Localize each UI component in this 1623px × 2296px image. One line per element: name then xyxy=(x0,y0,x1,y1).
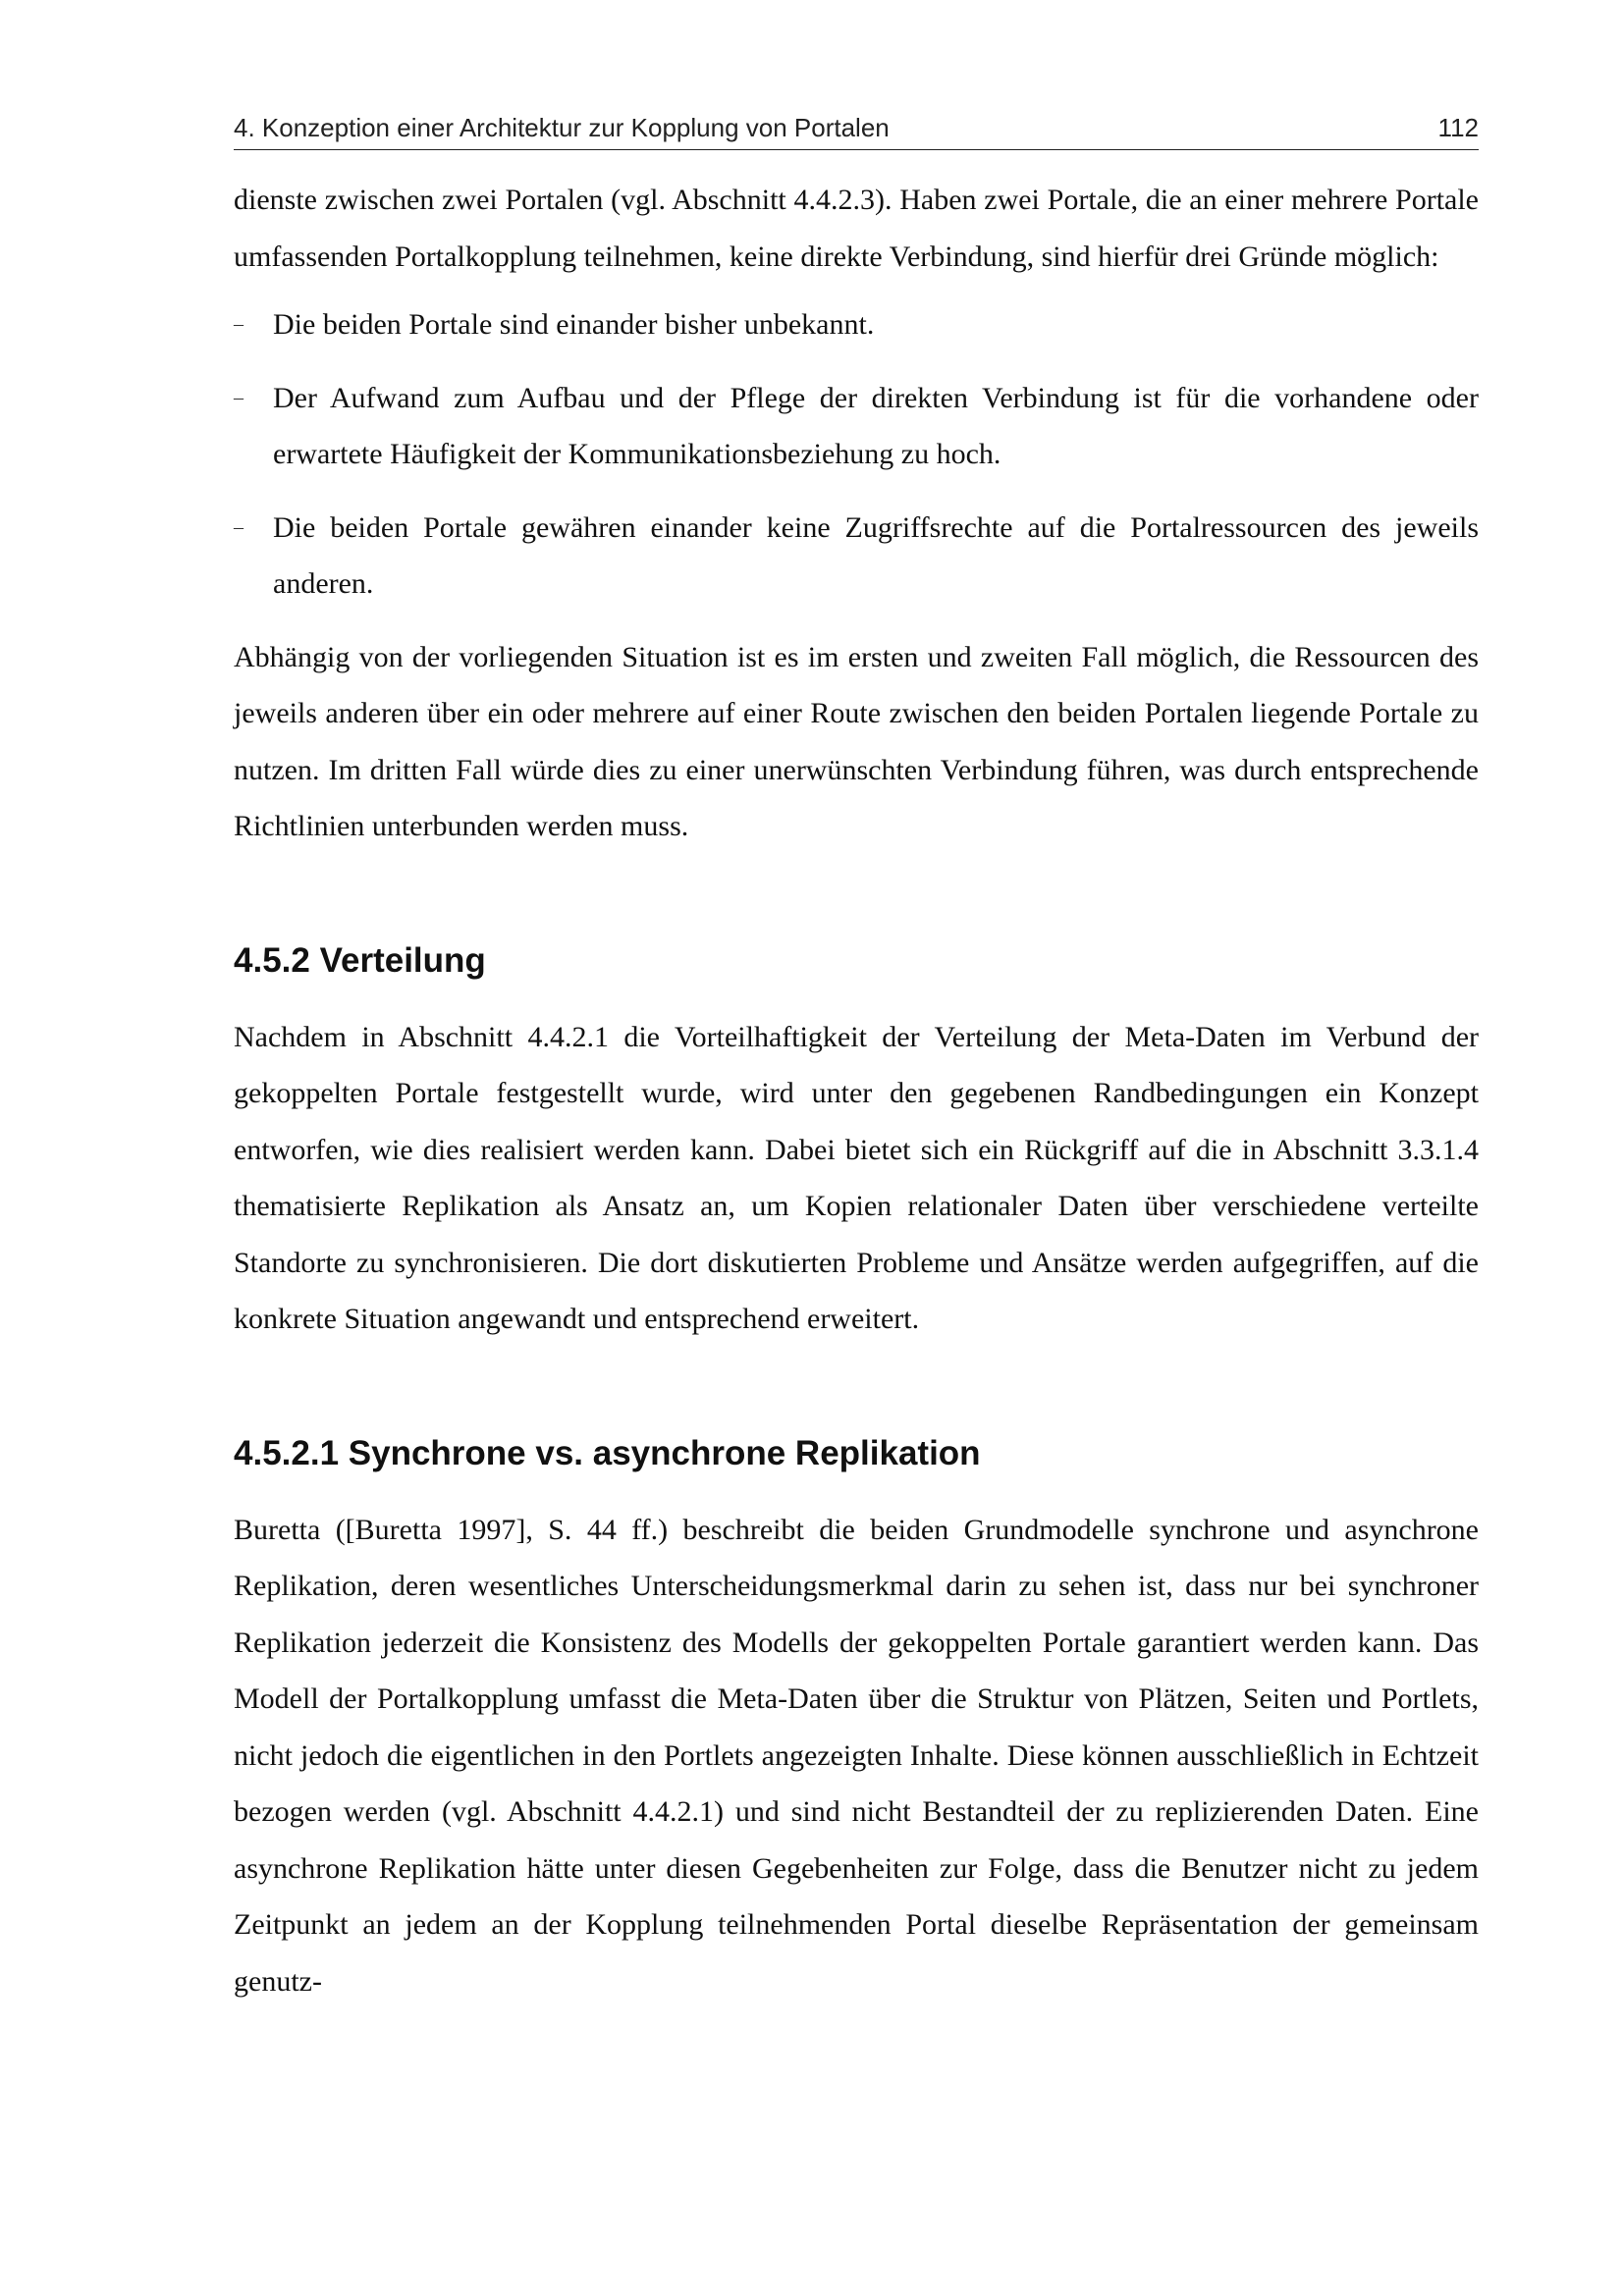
list-item-text: Die beiden Portale gewähren einander keine Zugriffsrechte auf die Portalressourcen des jeweils anderen. xyxy=(273,510,1479,600)
section-4-5-2-paragraph: Nachdem in Abschnitt 4.4.2.1 die Vorteilhaftigkeit der Verteilung der Meta-Daten im Verbund der gekoppelten Portale festgestellt wurde, wird unter den gegebenen Randbedingungen ein Konzept entworfen, wie dies realisiert werden kann. Dabei bietet sich ein Rückgriff auf die in Abschnitt 3.3.1.4 thematisierte Replikation als Ansatz an, um Kopien relationaler Daten über verschiedene verteilte Standorte zu synchronisieren. Die dort diskutierten Probleme und Ansätze werden aufgegriffen, auf die konkrete Situation angewandt und entsprechend erweitert. xyxy=(234,1020,1479,1335)
list-item-text: Die beiden Portale sind einander bisher unbekannt. xyxy=(273,308,875,341)
list-item xyxy=(234,296,1479,353)
bullet-dash: – xyxy=(234,515,243,538)
list-item-text: Der Aufwand zum Aufbau und der Pflege der direkten Verbindung ist für die vorhandene oder erwartete Häufigkeit der Kommunikationsbeziehung zu hoch. xyxy=(273,381,1479,470)
paragraph-after-list: Abhängig von der vorliegenden Situation ist es im ersten und zweiten Fall möglich, die Ressourcen des jeweils anderen über ein oder mehrere auf einer Route zwischen den beiden Portalen liegende Portale zu nutzen. Im dritten Fall würde dies zu einer unerwünschten Verbindung führen, was durch entsprechende Richtlinien unterbunden werden muss. xyxy=(234,640,1479,842)
document-page xyxy=(234,108,1479,2009)
running-header xyxy=(234,108,1479,150)
bullet-dash: – xyxy=(234,313,243,335)
list-item xyxy=(234,500,1479,613)
section-4-5-2-1-paragraph: Buretta ([Buretta 1997], S. 44 ff.) beschreibt die beiden Grundmodelle synchrone und asynchrone Replikation, deren wesentliches Unterscheidungsmerkmal darin zu sehen ist, dass nur bei synchroner Replikation jederzeit die Konsistenz des Modells der gekoppelten Portale garantiert werden kann. Das Modell der Portalkopplung umfasst die Meta-Daten über die Struktur von Plätzen, Seiten und Portlets, nicht jedoch die eigentlichen in den Portlets angezeigten Inhalte. Diese können ausschließlich in Echtzeit bezogen werden (vgl. Abschnitt 4.4.2.1) und sind nicht Bestandteil der zu replizierenden Daten. Eine asynchrone Replikation hätte unter diesen Gegebenheiten zur Folge, dass die Benutzer nicht zu jedem Zeitpunkt an jedem an der Kopplung teilnehmenden Portal dieselbe Repräsentation der gemeinsam genutz- xyxy=(234,1513,1479,1998)
page-number: 112 xyxy=(1437,113,1479,142)
section-heading-4-5-2-1: 4.5.2.1 Synchrone vs. asynchrone Replikation xyxy=(234,1433,981,1472)
bullet-dash: – xyxy=(234,386,243,408)
reasons-list xyxy=(234,296,1479,613)
intro-paragraph: dienste zwischen zwei Portalen (vgl. Abschnitt 4.4.2.3). Haben zwei Portale, die an einer mehrere Portale umfassenden Portalkopplung teilnehmen, keine direkte Verbindung, sind hierfür drei Gründe möglich: xyxy=(234,184,1479,273)
list-item xyxy=(234,370,1479,483)
section-heading-4-5-2: 4.5.2 Verteilung xyxy=(234,940,486,980)
running-header-title: 4. Konzeption einer Architektur zur Kopplung von Portalen xyxy=(234,113,890,142)
